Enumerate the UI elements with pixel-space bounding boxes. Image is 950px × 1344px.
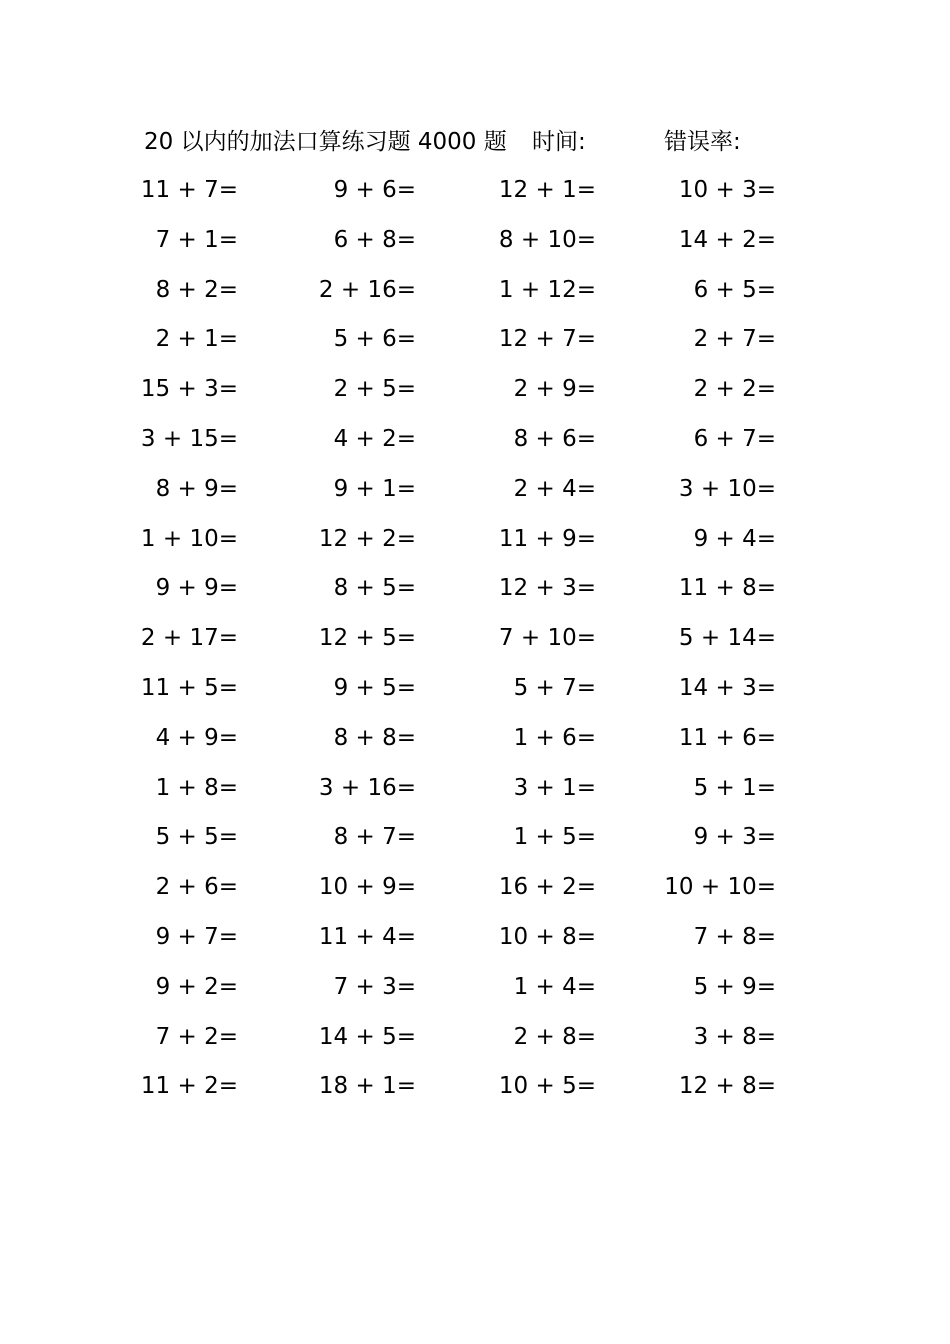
- problem-item: 3 + 1=: [513, 774, 596, 801]
- problem-item: 7 + 2=: [155, 1023, 238, 1050]
- problem-item: 9 + 7=: [155, 923, 238, 950]
- problem-item: 18 + 1=: [318, 1073, 416, 1100]
- problem-item: 7 + 3=: [333, 973, 416, 1000]
- problem-item: 4 + 9=: [155, 724, 238, 751]
- problem-item: 10 + 10=: [664, 874, 776, 901]
- problem-item: 5 + 5=: [155, 824, 238, 851]
- problem-row: [0, 614, 950, 664]
- problem-row: [0, 564, 950, 614]
- problem-item: 11 + 9=: [498, 525, 596, 552]
- worksheet-header: [0, 124, 950, 160]
- problem-item: 1 + 5=: [513, 824, 596, 851]
- problem-row: [0, 1013, 950, 1063]
- problem-item: 12 + 7=: [498, 326, 596, 353]
- problem-item: 9 + 3=: [693, 824, 776, 851]
- problem-item: 4 + 2=: [333, 425, 416, 452]
- problem-item: 1 + 12=: [498, 276, 596, 303]
- time-label: 时间:: [532, 129, 586, 155]
- problem-item: 12 + 1=: [498, 177, 596, 203]
- problem-item: 2 + 8=: [513, 1023, 596, 1050]
- problem-item: 11 + 8=: [678, 575, 776, 602]
- worksheet-title: 20 以内的加法口算练习题 4000 题: [144, 129, 507, 155]
- problem-item: 15 + 3=: [140, 376, 238, 403]
- problem-item: 7 + 8=: [693, 923, 776, 950]
- problem-item: 8 + 5=: [333, 575, 416, 602]
- problem-row: [0, 863, 950, 913]
- problem-item: 3 + 16=: [318, 774, 416, 801]
- problem-item: 9 + 5=: [333, 674, 416, 701]
- problem-item: 5 + 7=: [513, 674, 596, 701]
- problem-item: 5 + 6=: [333, 326, 416, 353]
- problem-item: 12 + 8=: [678, 1073, 776, 1100]
- problem-item: 14 + 5=: [318, 1023, 416, 1050]
- problem-item: 1 + 6=: [513, 724, 596, 751]
- problem-item: 9 + 6=: [333, 177, 416, 203]
- problem-row: [0, 813, 950, 863]
- problem-item: 1 + 10=: [140, 525, 238, 552]
- problem-row: [0, 415, 950, 465]
- problem-item: 1 + 8=: [155, 774, 238, 801]
- error-rate-label: 错误率:: [664, 129, 741, 155]
- problem-item: 8 + 9=: [155, 475, 238, 502]
- problem-item: 6 + 8=: [333, 226, 416, 253]
- problem-item: 5 + 9=: [693, 973, 776, 1000]
- problem-item: 11 + 7=: [140, 177, 238, 203]
- problem-item: 2 + 9=: [513, 376, 596, 403]
- problem-item: 3 + 10=: [678, 475, 776, 502]
- problem-row: [0, 515, 950, 565]
- problem-item: 6 + 7=: [693, 425, 776, 452]
- problem-item: 2 + 16=: [318, 276, 416, 303]
- problem-item: 11 + 4=: [318, 923, 416, 950]
- problem-item: 7 + 10=: [498, 625, 596, 652]
- problem-item: 9 + 2=: [155, 973, 238, 1000]
- problem-item: 3 + 15=: [140, 425, 238, 452]
- problem-row: [0, 216, 950, 266]
- problem-row: [0, 664, 950, 714]
- problem-item: 3 + 8=: [693, 1023, 776, 1050]
- problem-item: 10 + 8=: [498, 923, 596, 950]
- problem-item: 6 + 5=: [693, 276, 776, 303]
- problem-grid: [0, 166, 950, 1112]
- problem-item: 12 + 5=: [318, 625, 416, 652]
- problem-item: 14 + 2=: [678, 226, 776, 253]
- problem-item: 8 + 8=: [333, 724, 416, 751]
- problem-item: 10 + 9=: [318, 874, 416, 901]
- problem-row: [0, 465, 950, 515]
- problem-item: 11 + 2=: [140, 1073, 238, 1100]
- problem-item: 2 + 5=: [333, 376, 416, 403]
- problem-item: 9 + 9=: [155, 575, 238, 602]
- problem-item: 8 + 7=: [333, 824, 416, 851]
- problem-item: 8 + 2=: [155, 276, 238, 303]
- problem-item: 8 + 10=: [498, 226, 596, 253]
- problem-item: 2 + 4=: [513, 475, 596, 502]
- problem-item: 11 + 6=: [678, 724, 776, 751]
- problem-item: 9 + 1=: [333, 475, 416, 502]
- problem-item: 5 + 1=: [693, 774, 776, 801]
- problem-row: [0, 166, 950, 216]
- problem-row: [0, 266, 950, 316]
- problem-item: 9 + 4=: [693, 525, 776, 552]
- problem-item: 2 + 17=: [140, 625, 238, 652]
- problem-row: [0, 764, 950, 814]
- problem-row: [0, 1062, 950, 1112]
- problem-item: 2 + 6=: [155, 874, 238, 901]
- problem-item: 10 + 3=: [678, 177, 776, 203]
- problem-row: [0, 963, 950, 1013]
- problem-item: 12 + 3=: [498, 575, 596, 602]
- problem-item: 11 + 5=: [140, 674, 238, 701]
- problem-row: [0, 315, 950, 365]
- problem-item: 1 + 4=: [513, 973, 596, 1000]
- problem-row: [0, 365, 950, 415]
- problem-item: 14 + 3=: [678, 674, 776, 701]
- problem-item: 7 + 1=: [155, 226, 238, 253]
- problem-item: 12 + 2=: [318, 525, 416, 552]
- problem-item: 16 + 2=: [498, 874, 596, 901]
- problem-row: [0, 714, 950, 764]
- problem-item: 5 + 14=: [678, 625, 776, 652]
- problem-row: [0, 913, 950, 963]
- problem-item: 2 + 2=: [693, 376, 776, 403]
- problem-item: 2 + 1=: [155, 326, 238, 353]
- problem-item: 2 + 7=: [693, 326, 776, 353]
- problem-item: 10 + 5=: [498, 1073, 596, 1100]
- problem-item: 8 + 6=: [513, 425, 596, 452]
